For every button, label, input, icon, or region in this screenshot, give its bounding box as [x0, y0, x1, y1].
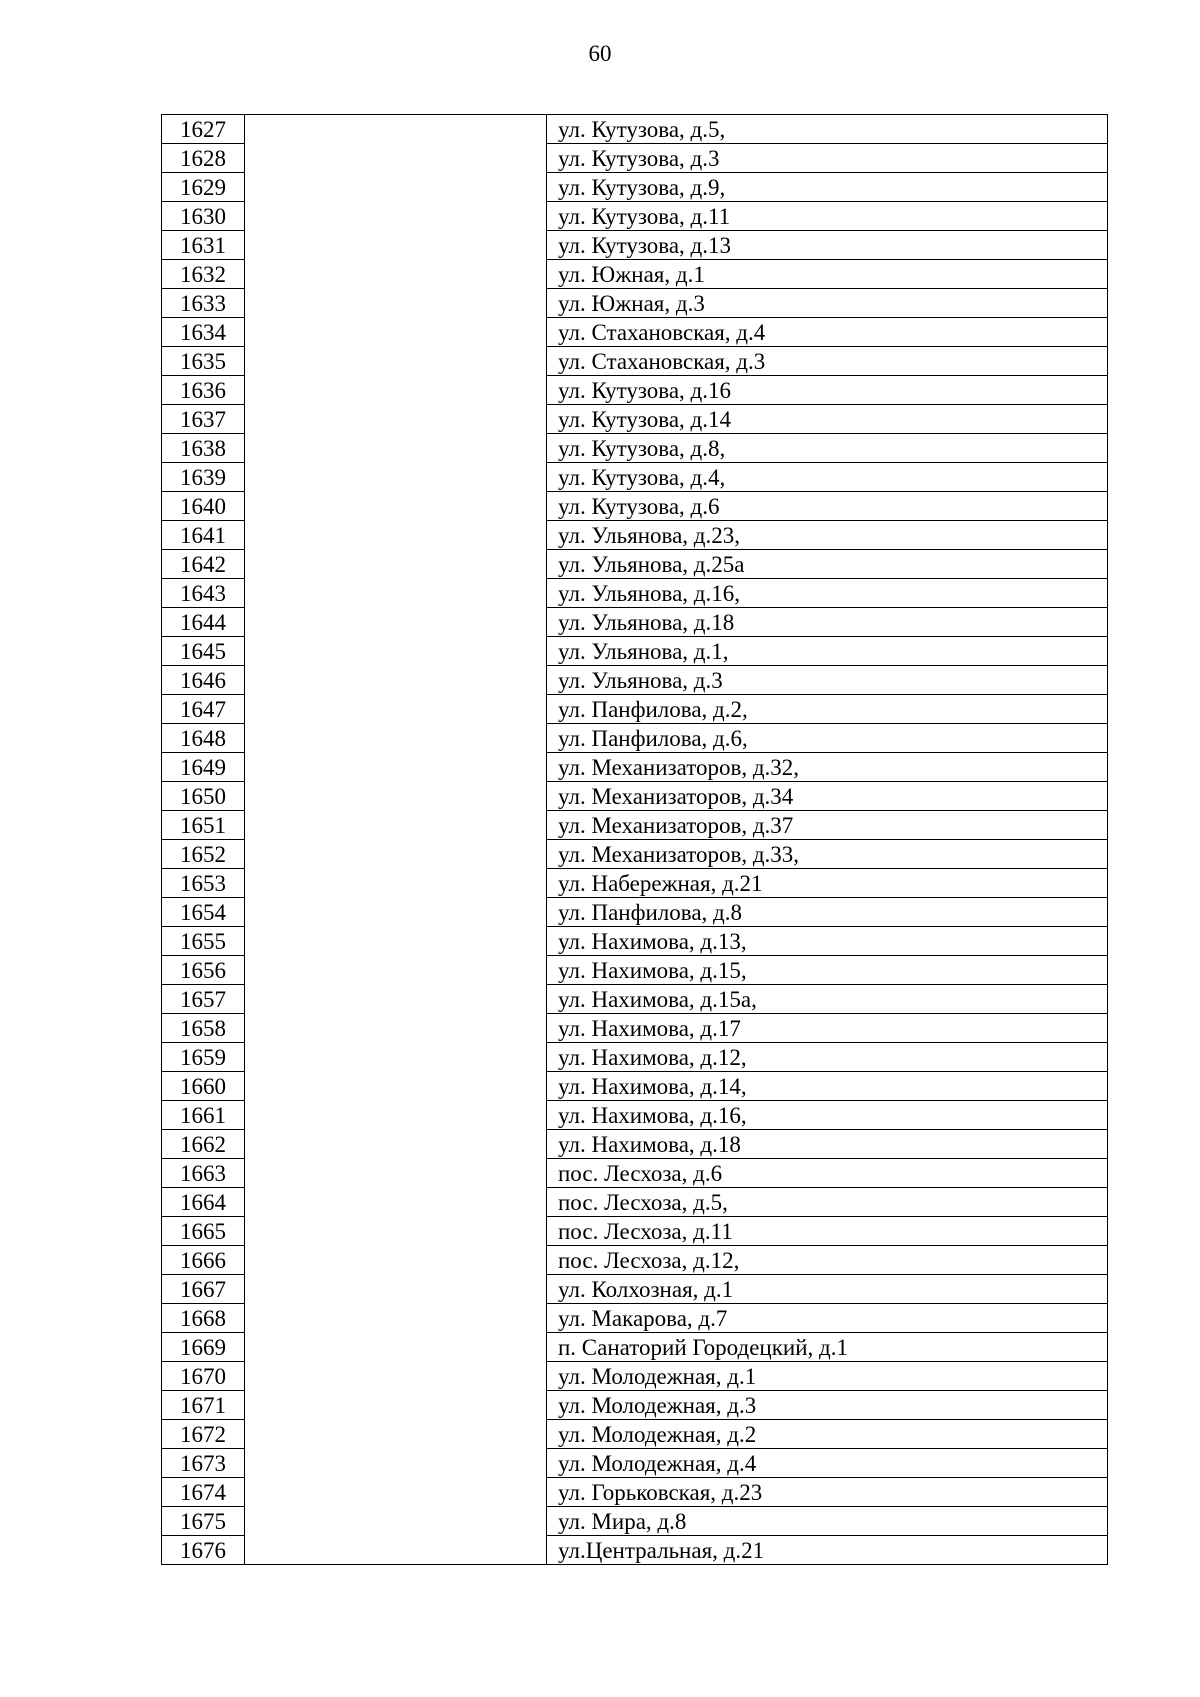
row-number: 1648: [162, 724, 245, 753]
row-address: ул. Горьковская, д.23: [547, 1478, 1108, 1507]
row-number: 1657: [162, 985, 245, 1014]
row-number: 1653: [162, 869, 245, 898]
row-address: пос. Лесхоза, д.12,: [547, 1246, 1108, 1275]
row-number: 1664: [162, 1188, 245, 1217]
row-number: 1669: [162, 1333, 245, 1362]
row-number: 1676: [162, 1536, 245, 1565]
row-address: ул. Ульянова, д.23,: [547, 521, 1108, 550]
row-number: 1629: [162, 173, 245, 202]
address-table-body: [162, 115, 1108, 1565]
table-row: [162, 115, 1108, 144]
row-number: 1650: [162, 782, 245, 811]
row-number: 1634: [162, 318, 245, 347]
row-number: 1647: [162, 695, 245, 724]
row-address: ул. Кутузова, д.3: [547, 144, 1108, 173]
row-address: ул. Молодежная, д.4: [547, 1449, 1108, 1478]
row-number: 1673: [162, 1449, 245, 1478]
row-number: 1631: [162, 231, 245, 260]
row-number: 1638: [162, 434, 245, 463]
row-number: 1667: [162, 1275, 245, 1304]
row-number: 1627: [162, 115, 245, 144]
row-address: ул. Ульянова, д.16,: [547, 579, 1108, 608]
row-number: 1652: [162, 840, 245, 869]
row-address: ул. Макарова, д.7: [547, 1304, 1108, 1333]
row-address: ул. Стахановская, д.3: [547, 347, 1108, 376]
row-address: ул. Кутузова, д.9,: [547, 173, 1108, 202]
row-address: ул. Панфилова, д.2,: [547, 695, 1108, 724]
row-address: ул. Механизаторов, д.34: [547, 782, 1108, 811]
row-number: 1649: [162, 753, 245, 782]
empty-merged-cell: [245, 115, 547, 1565]
row-number: 1633: [162, 289, 245, 318]
row-number: 1639: [162, 463, 245, 492]
row-address: ул. Южная, д.3: [547, 289, 1108, 318]
row-address: ул. Механизаторов, д.33,: [547, 840, 1108, 869]
row-address: ул. Кутузова, д.5,: [547, 115, 1108, 144]
row-number: 1658: [162, 1014, 245, 1043]
row-address: ул. Нахимова, д.15а,: [547, 985, 1108, 1014]
row-number: 1671: [162, 1391, 245, 1420]
row-address: ул. Нахимова, д.12,: [547, 1043, 1108, 1072]
row-address: ул. Мира, д.8: [547, 1507, 1108, 1536]
row-address: ул.Центральная, д.21: [547, 1536, 1108, 1565]
row-number: 1675: [162, 1507, 245, 1536]
row-address: пос. Лесхоза, д.5,: [547, 1188, 1108, 1217]
row-number: 1662: [162, 1130, 245, 1159]
row-address: п. Санаторий Городецкий, д.1: [547, 1333, 1108, 1362]
row-address: ул. Кутузова, д.14: [547, 405, 1108, 434]
row-number: 1666: [162, 1246, 245, 1275]
row-address: ул. Стахановская, д.4: [547, 318, 1108, 347]
row-address: ул. Молодежная, д.2: [547, 1420, 1108, 1449]
row-address: ул. Нахимова, д.15,: [547, 956, 1108, 985]
row-number: 1654: [162, 898, 245, 927]
row-number: 1660: [162, 1072, 245, 1101]
row-address: ул. Молодежная, д.1: [547, 1362, 1108, 1391]
row-address: пос. Лесхоза, д.11: [547, 1217, 1108, 1246]
row-number: 1644: [162, 608, 245, 637]
row-address: ул. Нахимова, д.16,: [547, 1101, 1108, 1130]
row-number: 1641: [162, 521, 245, 550]
row-number: 1640: [162, 492, 245, 521]
row-address: ул. Кутузова, д.16: [547, 376, 1108, 405]
row-number: 1659: [162, 1043, 245, 1072]
row-address: ул. Кутузова, д.6: [547, 492, 1108, 521]
row-number: 1636: [162, 376, 245, 405]
row-address: ул. Ульянова, д.25а: [547, 550, 1108, 579]
row-address: ул. Кутузова, д.13: [547, 231, 1108, 260]
row-address: ул. Нахимова, д.13,: [547, 927, 1108, 956]
row-address: ул. Ульянова, д.3: [547, 666, 1108, 695]
row-address: ул. Нахимова, д.18: [547, 1130, 1108, 1159]
row-number: 1645: [162, 637, 245, 666]
row-number: 1672: [162, 1420, 245, 1449]
row-address: пос. Лесхоза, д.6: [547, 1159, 1108, 1188]
row-address: ул. Ульянова, д.1,: [547, 637, 1108, 666]
row-number: 1642: [162, 550, 245, 579]
row-address: ул. Кутузова, д.4,: [547, 463, 1108, 492]
address-table: [161, 114, 1108, 1565]
row-number: 1663: [162, 1159, 245, 1188]
row-address: ул. Ульянова, д.18: [547, 608, 1108, 637]
row-number: 1656: [162, 956, 245, 985]
row-number: 1665: [162, 1217, 245, 1246]
row-number: 1646: [162, 666, 245, 695]
row-address: ул. Нахимова, д.14,: [547, 1072, 1108, 1101]
row-address: ул. Механизаторов, д.32,: [547, 753, 1108, 782]
page-number: 60: [588, 41, 612, 66]
row-address: ул. Колхозная, д.1: [547, 1275, 1108, 1304]
row-address: ул. Молодежная, д.3: [547, 1391, 1108, 1420]
row-number: 1643: [162, 579, 245, 608]
row-number: 1635: [162, 347, 245, 376]
row-number: 1661: [162, 1101, 245, 1130]
row-number: 1628: [162, 144, 245, 173]
row-number: 1674: [162, 1478, 245, 1507]
row-address: ул. Набережная, д.21: [547, 869, 1108, 898]
row-address: ул. Панфилова, д.6,: [547, 724, 1108, 753]
row-number: 1632: [162, 260, 245, 289]
row-number: 1655: [162, 927, 245, 956]
row-address: ул. Южная, д.1: [547, 260, 1108, 289]
row-number: 1637: [162, 405, 245, 434]
row-address: ул. Кутузова, д.8,: [547, 434, 1108, 463]
row-address: ул. Механизаторов, д.37: [547, 811, 1108, 840]
row-address: ул. Панфилова, д.8: [547, 898, 1108, 927]
row-address: ул. Кутузова, д.11: [547, 202, 1108, 231]
row-number: 1651: [162, 811, 245, 840]
row-number: 1668: [162, 1304, 245, 1333]
row-number: 1670: [162, 1362, 245, 1391]
row-number: 1630: [162, 202, 245, 231]
row-address: ул. Нахимова, д.17: [547, 1014, 1108, 1043]
